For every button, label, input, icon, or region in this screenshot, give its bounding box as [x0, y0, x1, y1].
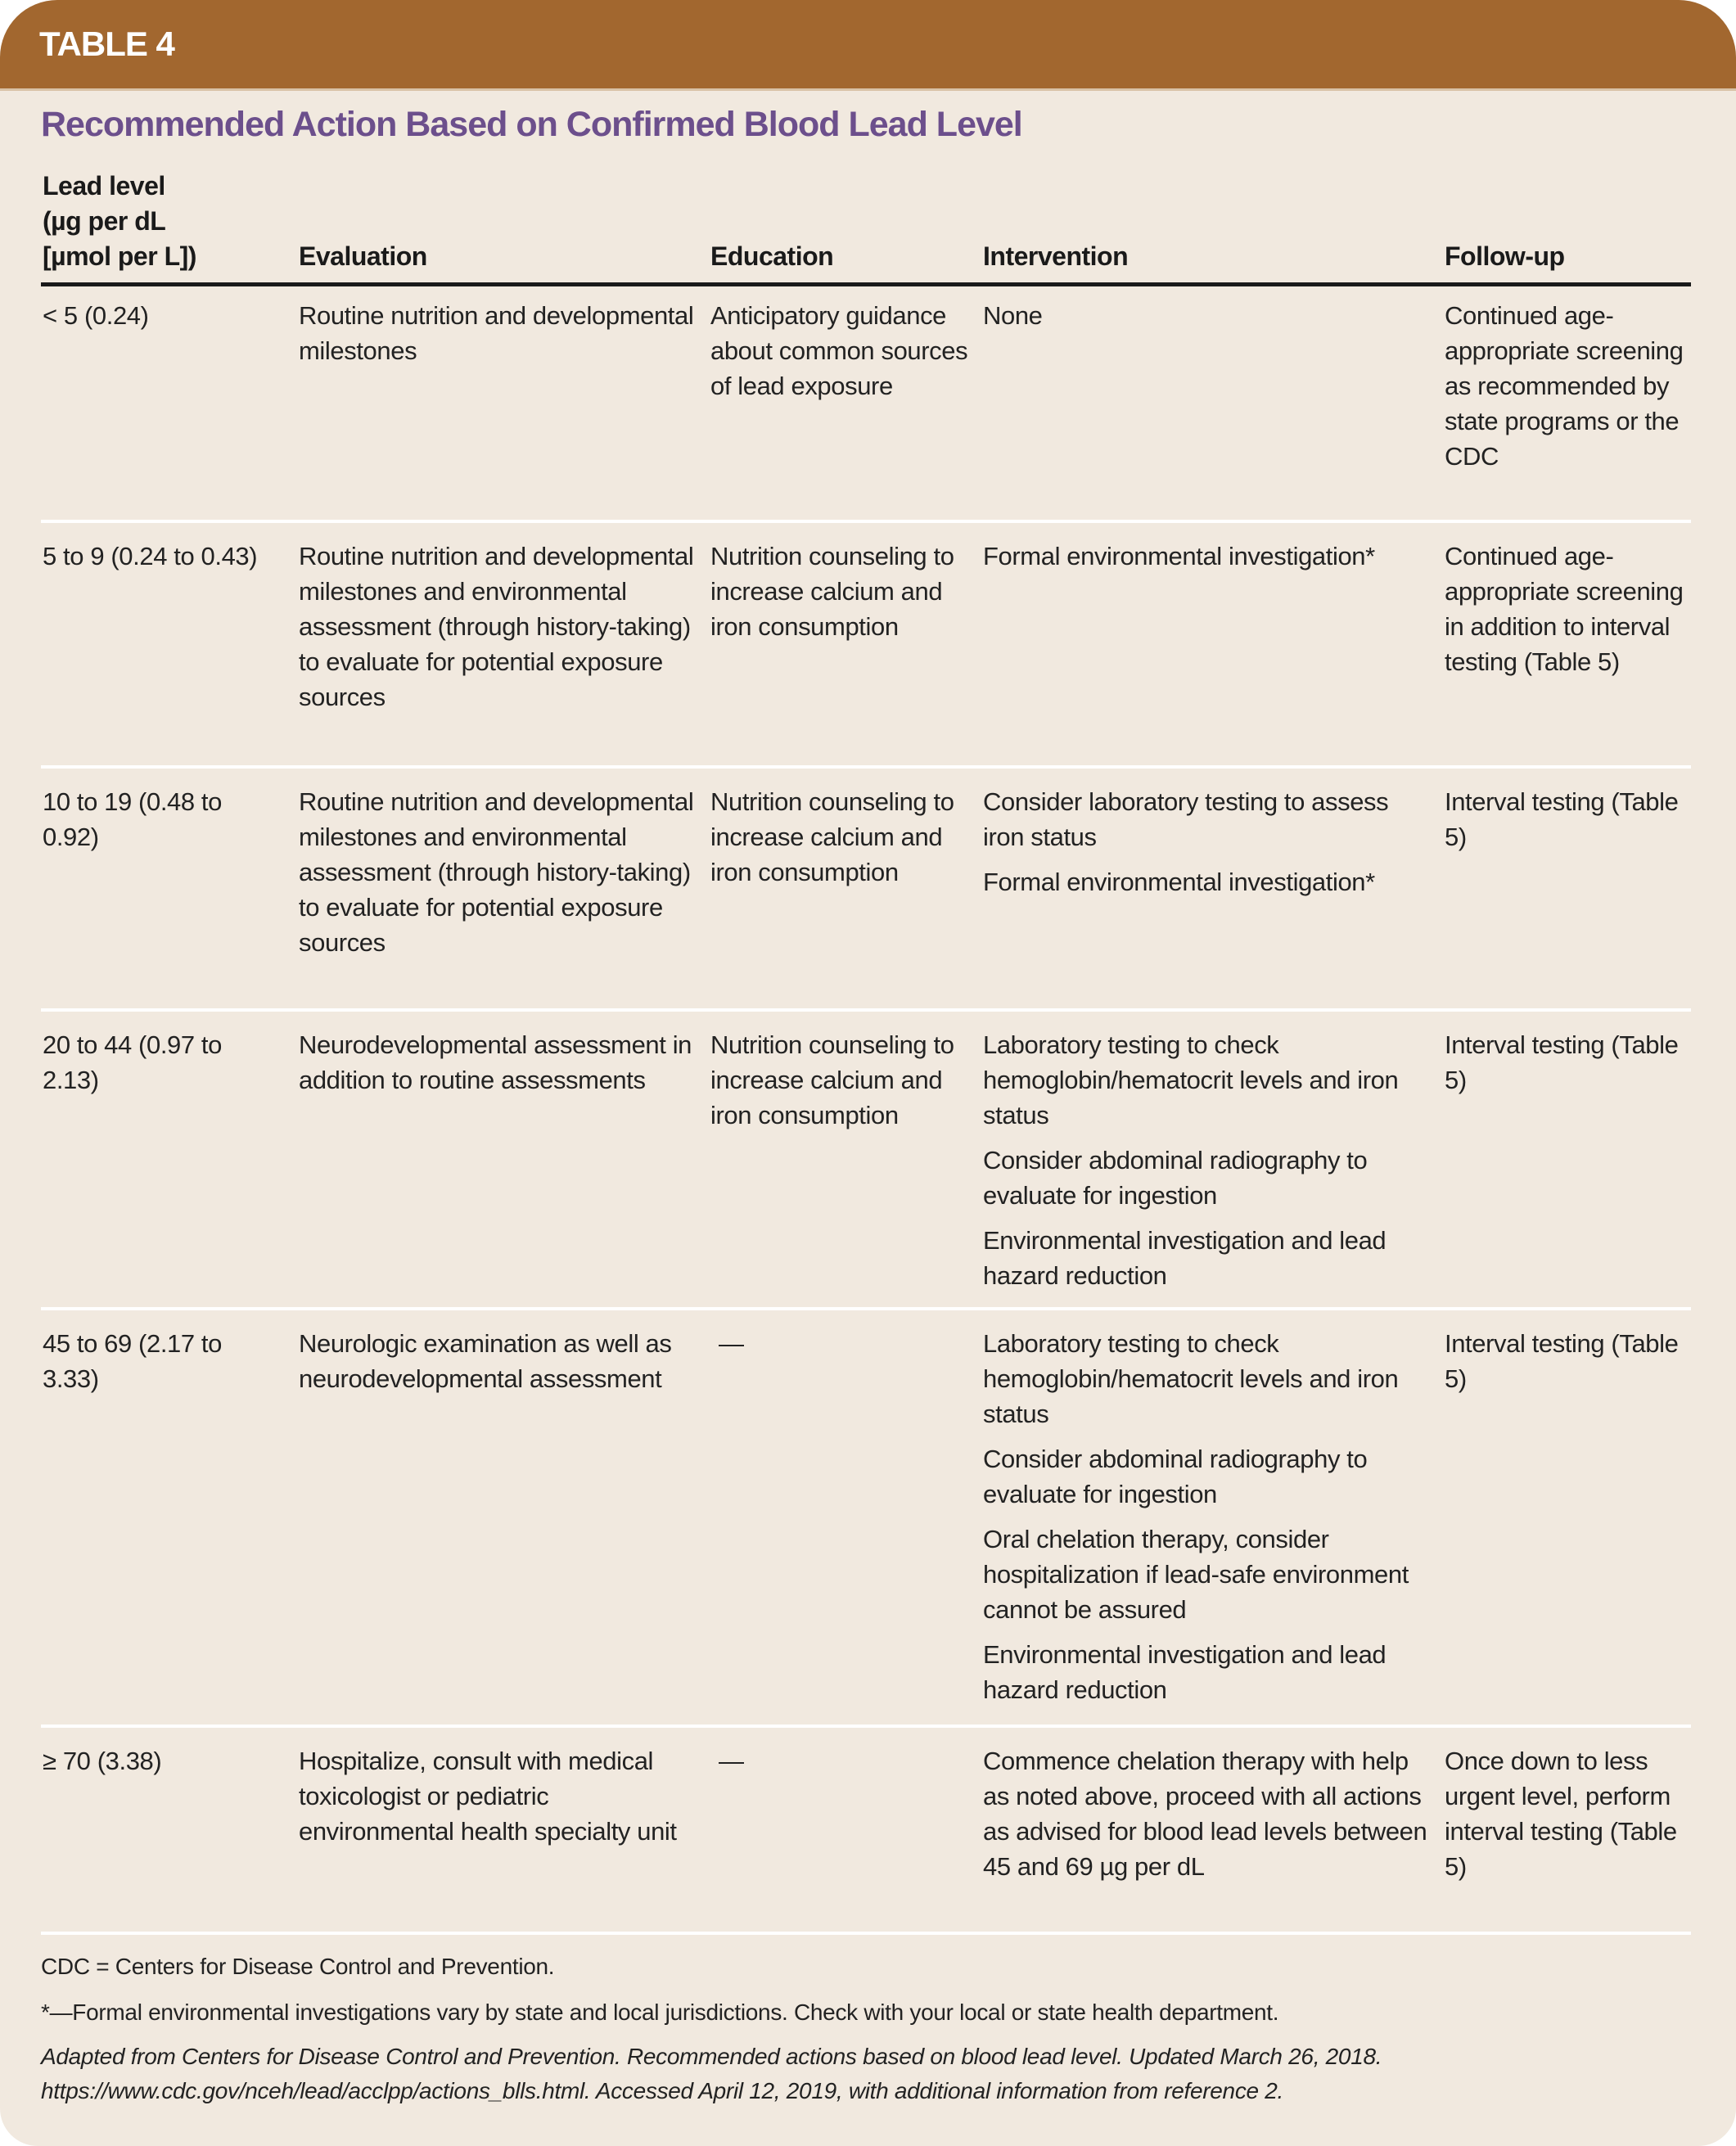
- cell-lead-level: < 5 (0.24): [43, 301, 149, 330]
- table-label-band: [0, 0, 1736, 91]
- cell-evaluation: Routine nutrition and developmental milestones and environmental assessment (through history-taking) to evaluate for potential exposure sources: [299, 787, 694, 957]
- cell-education: Anticipatory guidance about common sources of lead exposure: [710, 301, 968, 400]
- table-row: [41, 771, 1691, 1012]
- cell-intervention: [983, 298, 1433, 343]
- header-evaluation: Evaluation: [299, 241, 427, 271]
- table-row: [41, 1730, 1691, 1935]
- footnote-asterisk: *—Formal environmental investigations vary by state and local jurisdictions. Check with your local or state health department.: [41, 1999, 1279, 2025]
- cell-education: Nutrition counseling to increase calcium and iron consumption: [710, 787, 954, 886]
- header-line: Lead level: [43, 171, 165, 201]
- cell-evaluation: Neurologic examination as well as neurodevelopmental assessment: [299, 1329, 672, 1393]
- header-line: [µmol per L]): [43, 241, 196, 271]
- intervention-item: Consider abdominal radiography to evaluate for ingestion: [983, 1146, 1368, 1210]
- intervention-item: Consider laboratory testing to assess iron status: [983, 787, 1389, 851]
- cell-intervention: [983, 1027, 1433, 1303]
- cell-intervention: [983, 784, 1433, 909]
- table-header: [41, 160, 1691, 286]
- header-line: (µg per dL: [43, 206, 166, 236]
- intervention-item: Environmental investigation and lead hazard reduction: [983, 1226, 1387, 1290]
- cell-education: Nutrition counseling to increase calcium and iron consumption: [710, 1030, 954, 1129]
- cell-education: Nutrition counseling to increase calcium and iron consumption: [710, 542, 954, 641]
- intervention-item: None: [983, 301, 1043, 330]
- intervention-item: Consider abdominal radiography to evaluate for ingestion: [983, 1445, 1368, 1508]
- table-number: TABLE 4: [39, 25, 174, 63]
- cell-evaluation: Routine nutrition and developmental milestones and environmental assessment (through history-taking) to evaluate for potential exposure sources: [299, 542, 694, 711]
- table-row: [41, 1313, 1691, 1728]
- header-intervention: Intervention: [983, 241, 1129, 271]
- cell-lead-level: 20 to 44 (0.97 to 2.13): [43, 1030, 222, 1094]
- cell-follow-up: Interval testing (Table 5): [1445, 787, 1679, 851]
- cell-evaluation: Hospitalize, consult with medical toxicologist or pediatric environmental health specialty unit: [299, 1747, 677, 1846]
- header-education: Education: [710, 241, 834, 271]
- cell-follow-up: Continued age-appropriate screening in addition to interval testing (Table 5): [1445, 542, 1684, 676]
- intervention-item: Laboratory testing to check hemoglobin/hematocrit levels and iron status: [983, 1030, 1399, 1129]
- cell-education: —: [719, 1747, 744, 1775]
- intervention-item: Environmental investigation and lead hazard reduction: [983, 1640, 1387, 1704]
- cell-follow-up: Continued age-appropriate screening as recommended by state programs or the CDC: [1445, 301, 1684, 471]
- table-row: [41, 285, 1691, 523]
- intervention-item: Formal environmental investigation*: [983, 542, 1375, 570]
- cell-lead-level: 10 to 19 (0.48 to 0.92): [43, 787, 222, 851]
- cell-lead-level: 45 to 69 (2.17 to 3.33): [43, 1329, 222, 1393]
- cell-intervention: [983, 1326, 1433, 1717]
- table-row: [41, 1014, 1691, 1310]
- cell-lead-level: 5 to 9 (0.24 to 0.43): [43, 542, 258, 570]
- cell-follow-up: Interval testing (Table 5): [1445, 1329, 1679, 1393]
- cell-follow-up: Once down to less urgent level, perform interval testing (Table 5): [1445, 1747, 1677, 1881]
- footnote-abbreviation: CDC = Centers for Disease Control and Prevention.: [41, 1954, 555, 1979]
- header-follow-up: Follow-up: [1445, 241, 1565, 271]
- cell-evaluation: Neurodevelopmental assessment in addition to routine assessments: [299, 1030, 692, 1094]
- cell-follow-up: Interval testing (Table 5): [1445, 1030, 1679, 1094]
- cell-intervention: [983, 539, 1433, 584]
- intervention-item: Laboratory testing to check hemoglobin/hematocrit levels and iron status: [983, 1329, 1399, 1428]
- cell-lead-level: ≥ 70 (3.38): [43, 1747, 162, 1775]
- intervention-item: Oral chelation therapy, consider hospitalization if lead-safe environment cannot be assured: [983, 1525, 1409, 1624]
- header-lead-level: [43, 169, 196, 274]
- intervention-item: Formal environmental investigation*: [983, 868, 1375, 896]
- footnote-source: Adapted from Centers for Disease Control and Prevention. Recommended actions based on blood lead level. Updated March 26, 2018. https://www.cdc.gov/nceh/lead/acclpp/actions_blls.html. Accessed April 12, 2019, with additional information from reference 2.: [41, 2044, 1382, 2103]
- intervention-item: Commence chelation therapy with help as noted above, proceed with all actions as advised for blood lead levels between 45 and 69 µg per dL: [983, 1747, 1427, 1881]
- table-title: Recommended Action Based on Confirmed Blood Lead Level: [41, 105, 1022, 144]
- cell-education: —: [719, 1329, 744, 1358]
- cell-intervention: [983, 1743, 1433, 1894]
- cell-evaluation: Routine nutrition and developmental milestones: [299, 301, 694, 365]
- table-row: [41, 525, 1691, 769]
